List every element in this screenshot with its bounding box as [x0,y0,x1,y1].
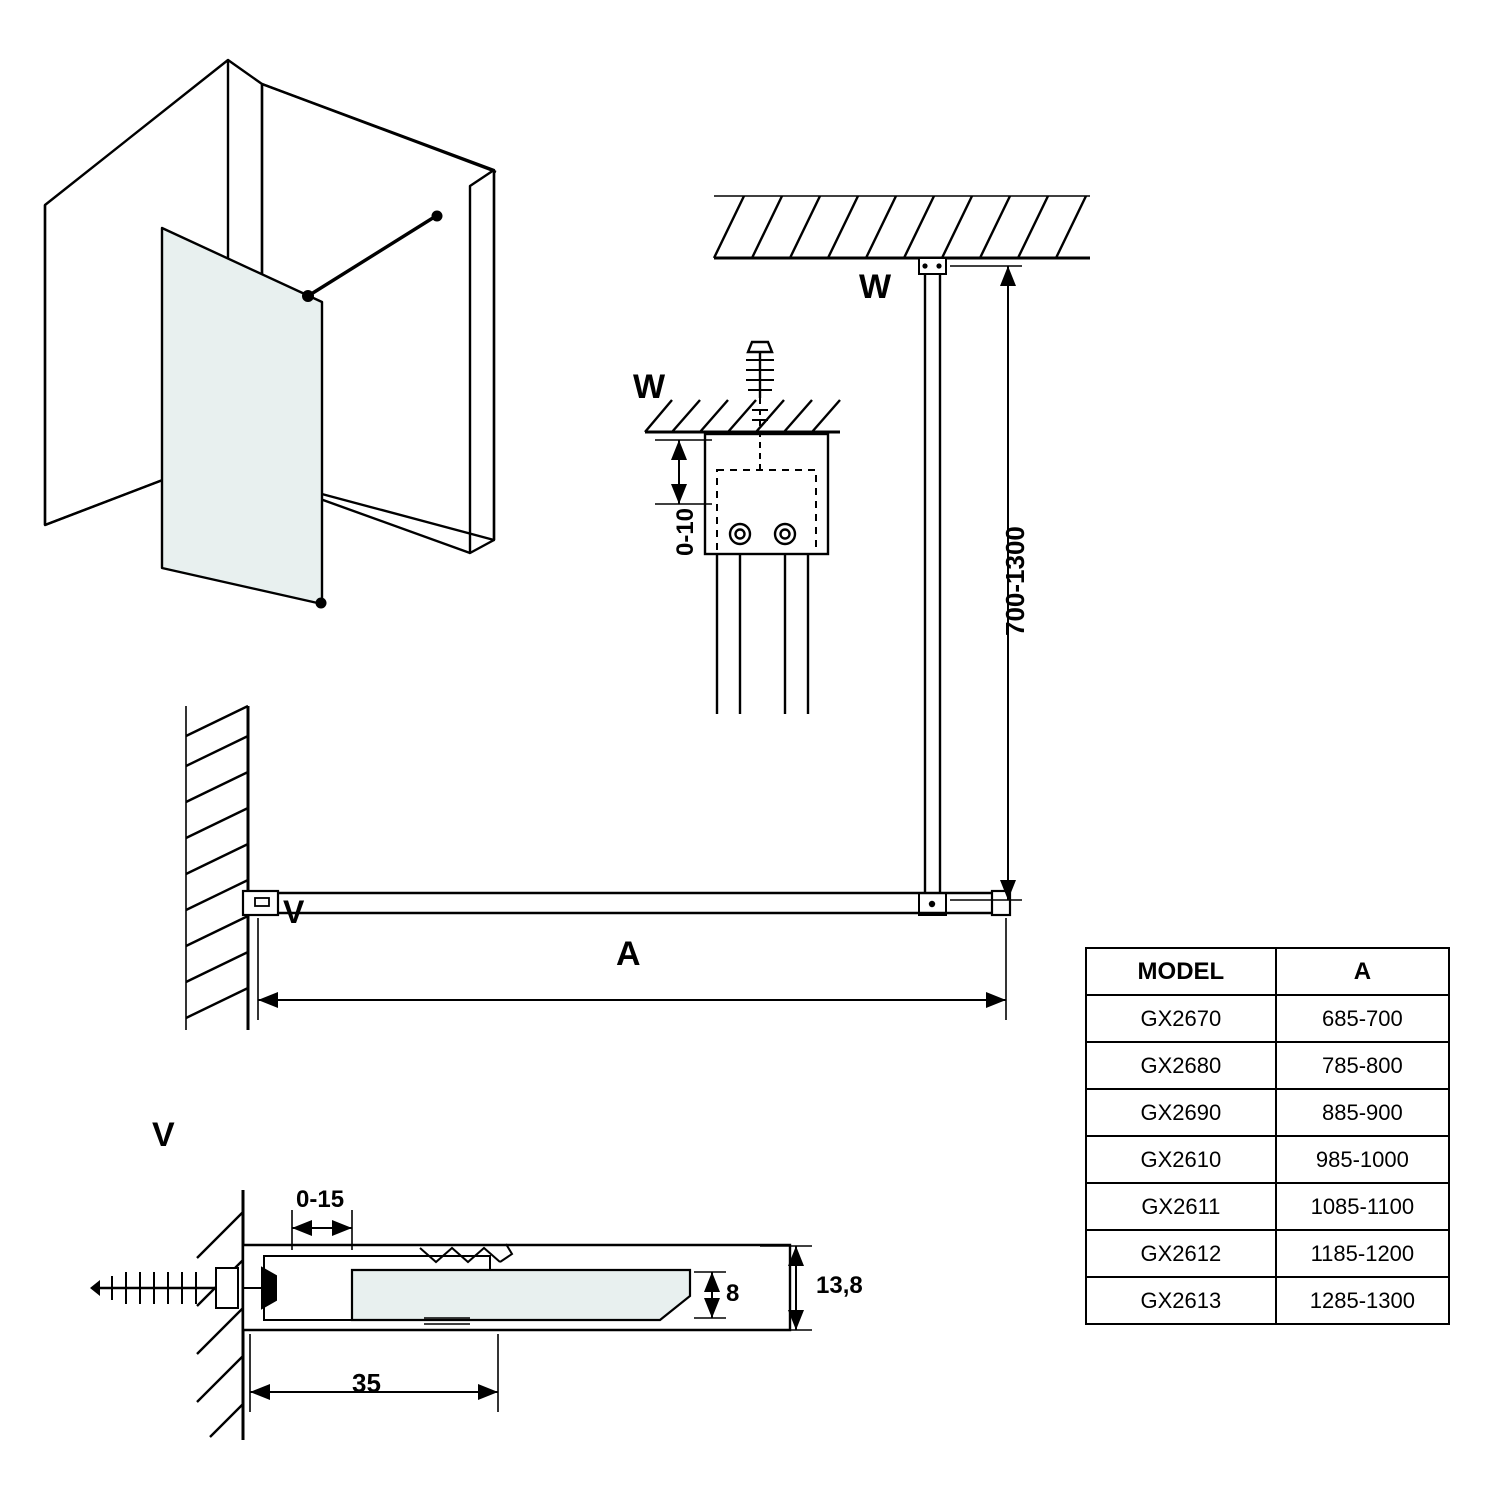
model-dimension-table [1085,947,1450,1325]
table-row [1086,1277,1449,1324]
detail-mark-w-left: W [633,368,666,406]
table-row [1086,1136,1449,1183]
dimension-profile-width: 35 [352,1368,381,1398]
table-cell-a: 985-1000 [1276,1136,1449,1183]
isometric-view [45,60,496,609]
table-header-row [1086,948,1449,995]
table-row [1086,995,1449,1042]
detail-mark-w-top: W [859,268,892,306]
table-cell-a: 1285-1300 [1276,1277,1449,1324]
table-cell-a: 785-800 [1276,1042,1449,1089]
table-cell-model: GX2610 [1086,1136,1276,1183]
table-header-a: A [1276,948,1449,995]
table-cell-model: GX2680 [1086,1042,1276,1089]
table-row [1086,1183,1449,1230]
table-cell-model: GX2690 [1086,1089,1276,1136]
dimension-glass-thickness: 8 [726,1280,740,1307]
table-cell-model: GX2613 [1086,1277,1276,1324]
table-row [1086,1230,1449,1277]
table-cell-a: 1185-1200 [1276,1230,1449,1277]
detail-mark-v-plan: V [283,894,305,930]
detail-v-section [90,1190,812,1440]
table-cell-model: GX2670 [1086,995,1276,1042]
detail-mark-v-detail: V [152,1116,175,1154]
table-row [1086,1042,1449,1089]
table-row [1086,1089,1449,1136]
dimension-profile-depth: 13,8 [816,1272,863,1299]
table-cell-a: 685-700 [1276,995,1449,1042]
dimension-profile-adjust: 0-15 [296,1186,345,1213]
dimension-width-a: A [616,935,641,973]
table-cell-model: GX2612 [1086,1230,1276,1277]
dimension-bracket-gap: 0-10 [672,507,699,556]
table-cell-model: GX2611 [1086,1183,1276,1230]
table-header-model: MODEL [1086,948,1276,995]
dimension-bar-height: 700-1300 [1000,526,1030,636]
table-cell-a: 1085-1100 [1276,1183,1449,1230]
table-cell-a: 885-900 [1276,1089,1449,1136]
